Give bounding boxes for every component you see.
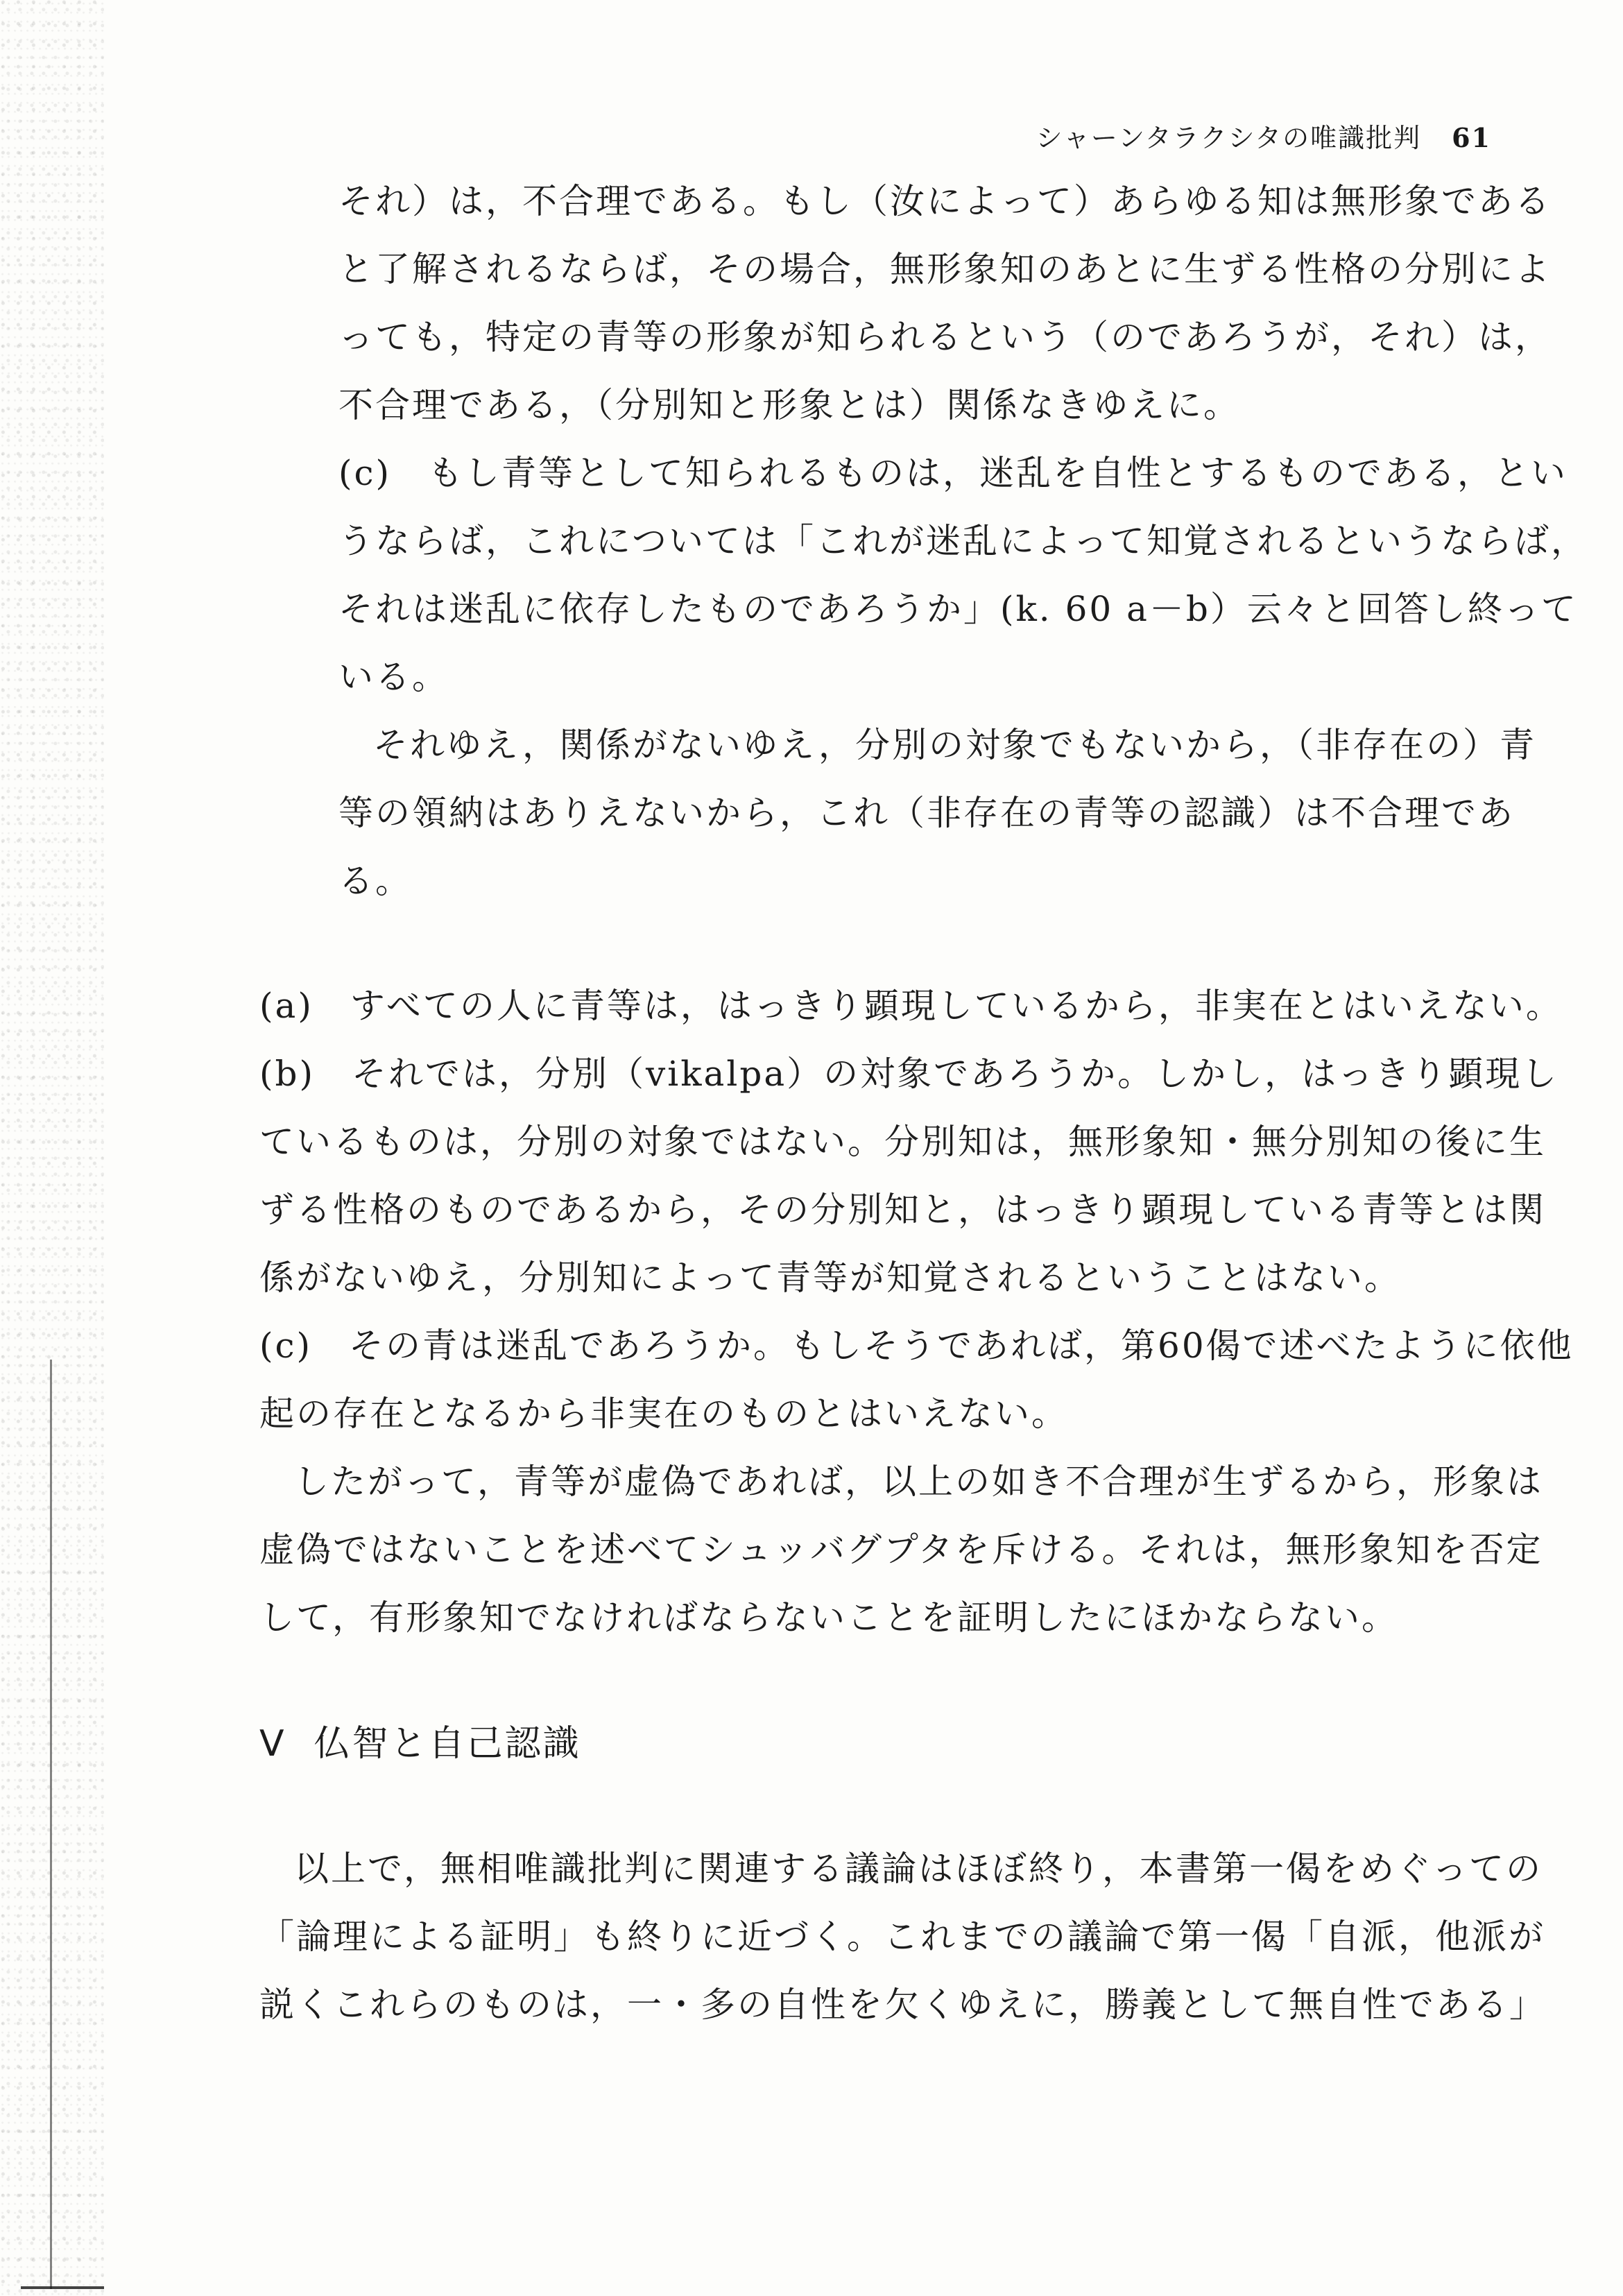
quote-line: それゆえ，関係がないゆえ，分別の対象でもないから，（非存在の）青 — [373, 725, 1536, 765]
running-head — [1036, 117, 1491, 155]
section-body-line: 説くこれらのものは，一・多の自性を欠くゆえに，勝義として無自性である」 — [259, 1985, 1546, 2025]
commentary-line: 係がないゆえ，分別知によって青等が知覚されるということはない。 — [259, 1258, 1401, 1298]
commentary-line: 起の存在となるから非実在のものとはいえない。 — [259, 1394, 1068, 1434]
commentary-line: ずる性格のものであるから，その分別知と，はっきり顕現している青等とは関 — [259, 1190, 1546, 1230]
quote-line: と了解されるならば，その場合，無形象知のあとに生ずる性格の分別によ — [338, 249, 1552, 289]
commentary-line: (a) すべての人に青等は，はっきり顕現しているから，非実在とはいえない。 — [259, 986, 1563, 1026]
commentary-line: (c) その青は迷乱であろうか。もしそうであれば，第60偈で述べたように依他 — [259, 1326, 1574, 1366]
quote-line: いる。 — [338, 657, 449, 697]
scan-edge-foot — [21, 2286, 104, 2289]
quote-line: それ）は，不合理である。もし（汝によって）あらゆる知は無形象である — [338, 181, 1552, 221]
quote-line: (c) もし青等として知られるものは，迷乱を自性とするものである，とい — [338, 453, 1568, 493]
scan-edge-noise — [0, 0, 104, 2296]
quote-line: る。 — [338, 861, 412, 901]
commentary-line: 虚偽ではないことを述べてシュッバグプタを斥ける。それは，無形象知を否定 — [259, 1530, 1543, 1570]
quote-line: うならば，これについては「これが迷乱によって知覚されるというならば， — [338, 521, 1588, 561]
section-body-line: 「論理による証明」も終りに近づく。これまでの議論で第一偈「自派，他派が — [259, 1917, 1545, 1957]
quote-line: それは迷乱に依存したものであろうか」(k. 60 a－b）云々と回答し終って — [338, 589, 1578, 629]
commentary-line: したがって，青等が虚偽であれば，以上の如き不合理が生ずるから，形象は — [294, 1462, 1543, 1502]
commentary-line: して，有形象知でなければならないことを証明したにほかならない。 — [259, 1597, 1398, 1638]
quote-line: 等の領納はありえないから，これ（非存在の青等の認識）は不合理であ — [338, 793, 1515, 833]
commentary-line: (b) それでは，分別（vikalpa）の対象であろうか。しかし，はっきり顕現し — [259, 1054, 1559, 1094]
running-head-title: シャーンタラクシタの唯識批判 — [1036, 123, 1422, 153]
quote-line: っても，特定の青等の形象が知られるという（のであろうが，それ）は， — [338, 317, 1552, 357]
section-number: V — [259, 1723, 286, 1765]
commentary-line: ているものは，分別の対象ではない。分別知は，無形象知・無分別知の後に生 — [259, 1122, 1546, 1162]
quote-line: 不合理である，（分別知と形象とは）関係なきゆえに。 — [338, 385, 1240, 425]
scan-edge-line — [50, 1360, 52, 2289]
section-heading — [259, 1723, 581, 1765]
section-body-line: 以上で，無相唯識批判に関連する議論はほぼ終り，本書第一偈をめぐっての — [294, 1849, 1543, 1889]
page-number: 61 — [1452, 122, 1491, 153]
section-title: 仏智と自己認識 — [314, 1723, 581, 1765]
